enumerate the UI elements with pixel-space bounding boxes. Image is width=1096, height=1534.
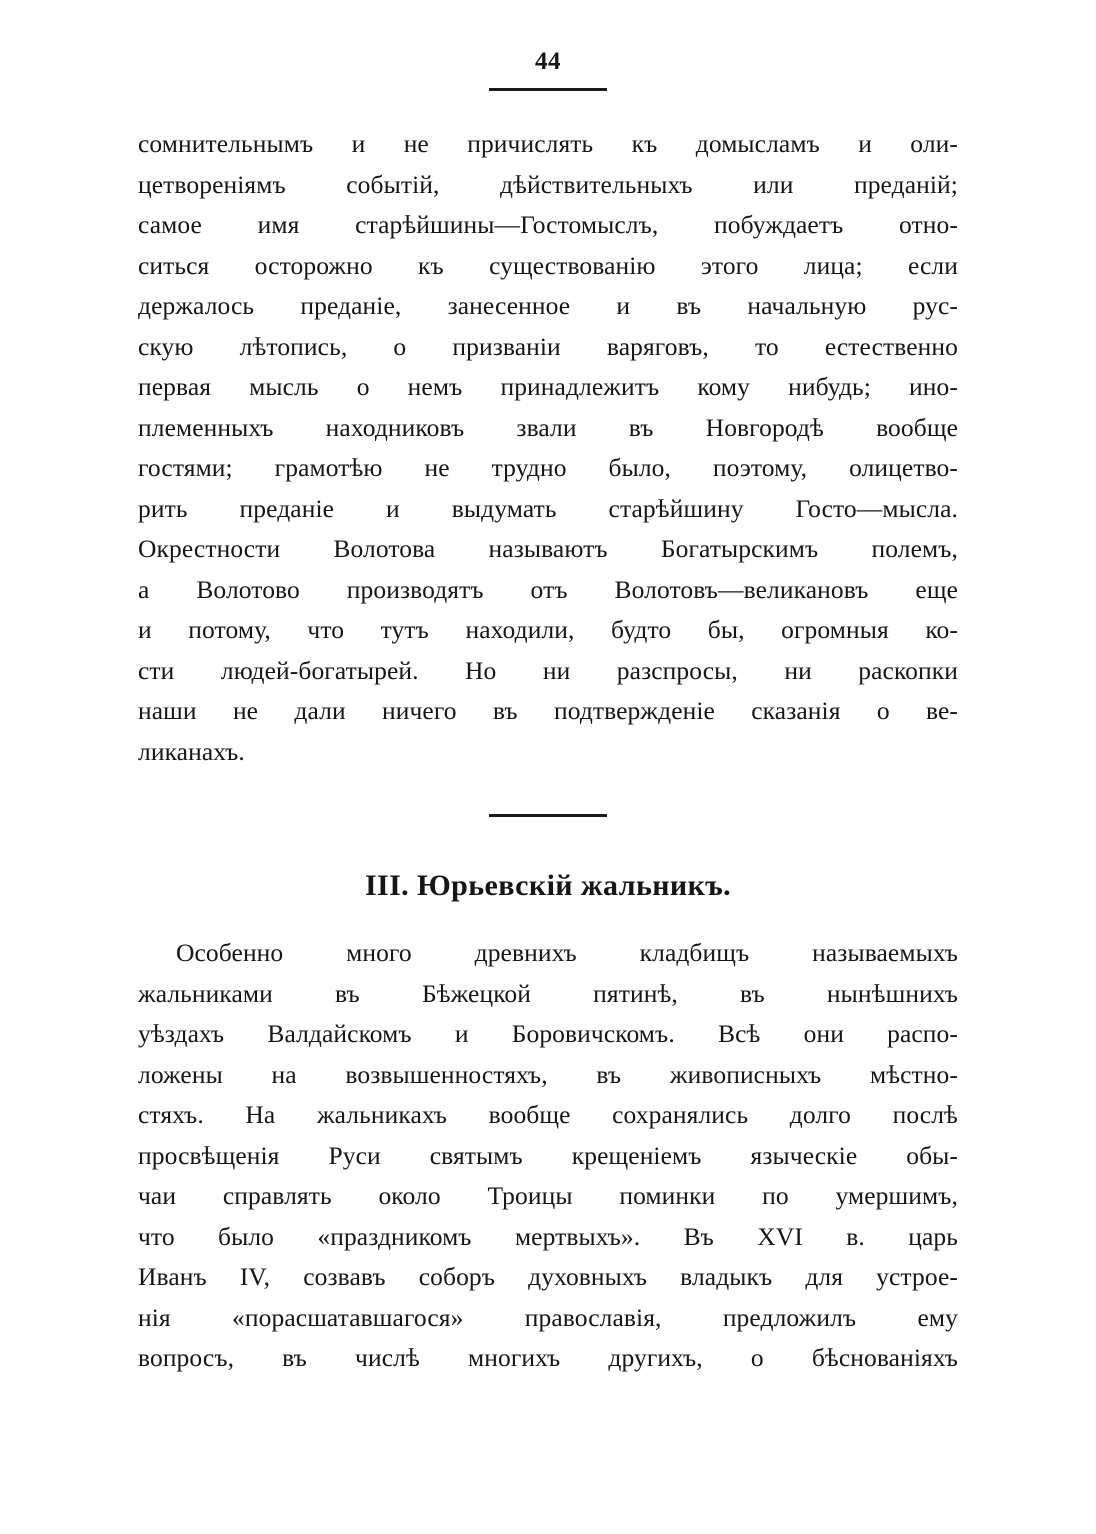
text-line: Иванъ IV, созвавъ соборъ духовныхъ владыкъ для устрое- bbox=[138, 1262, 958, 1291]
page-number: 44 bbox=[535, 48, 561, 75]
text-line: вопросъ, въ числѣ многихъ другихъ, о бѣснованіяхъ bbox=[138, 1343, 958, 1372]
text-line: племенныхъ находниковъ звали въ Новгородѣ вообще bbox=[138, 412, 958, 442]
page-content bbox=[138, 124, 958, 1379]
section-divider bbox=[489, 814, 607, 817]
text-line: гостями; грамотѣю не трудно было, поэтому, олицетво- bbox=[138, 453, 958, 482]
text-line: жальниками въ Бѣжецкой пятинѣ, въ нынѣшнихъ bbox=[138, 978, 958, 1008]
text-line: а Волотово производятъ отъ Волотовъ—великановъ еще bbox=[138, 574, 958, 604]
text-line: просвѣщенія Руси святымъ крещеніемъ языческіе обы- bbox=[138, 1140, 958, 1170]
text-line bbox=[138, 933, 958, 974]
text-line: рить преданіе и выдумать старѣйшину Госто—мысла. bbox=[138, 493, 958, 523]
text-line: Окрестности Волотова называютъ Богатырскимъ полемъ, bbox=[138, 534, 958, 563]
text-line-content: Особенно много древнихъ кладбищъ называемыхъ bbox=[176, 938, 958, 967]
text-line: что было «праздникомъ мертвыхъ». Въ XVI в. царь bbox=[138, 1221, 958, 1251]
text-line: сти людей-богатырей. Но ни разспросы, ни раскопки bbox=[138, 655, 958, 685]
text-line: стяхъ. На жальникахъ вообще сохранялись долго послѣ bbox=[138, 1100, 958, 1129]
text-line: и потому, что тутъ находили, будто бы, огромныя ко- bbox=[138, 615, 958, 644]
header-divider bbox=[489, 88, 607, 91]
text-line: сомнительнымъ и не причислять къ домысламъ и оли- bbox=[138, 129, 958, 158]
text-line: скую лѣтопись, о призваніи варяговъ, то естественно bbox=[138, 331, 958, 361]
text-line: уѣздахъ Валдайскомъ и Боровичскомъ. Всѣ они распо- bbox=[138, 1019, 958, 1048]
text-line: самое имя старѣйшины—Гостомыслъ, побуждаетъ отно- bbox=[138, 210, 958, 239]
text-line: держалось преданіе, занесенное и въ начальную рус- bbox=[138, 291, 958, 320]
text-line: первая мысль о немъ принадлежитъ кому нибудь; ино- bbox=[138, 372, 958, 401]
text-line: цетвореніямъ событій, дѣйствительныхъ или преданій; bbox=[138, 169, 958, 199]
paragraph-1 bbox=[138, 124, 958, 772]
text-line: ликанахъ. bbox=[138, 736, 245, 766]
text-line: ситься осторожно къ существованію этого лица; если bbox=[138, 250, 958, 280]
text-line: ложены на возвышенностяхъ, въ живописныхъ мѣстно- bbox=[138, 1059, 958, 1089]
paragraph-2 bbox=[138, 933, 958, 1379]
section-heading: III. Юрьевскій жальникъ. bbox=[364, 869, 732, 902]
text-line: наши не дали ничего въ подтвержденіе сказанія о ве- bbox=[138, 696, 958, 725]
text-line: чаи справлять около Троицы поминки по умершимъ, bbox=[138, 1181, 958, 1210]
text-line: нія «порасшатавшагося» православія, предложилъ ему bbox=[138, 1302, 958, 1332]
